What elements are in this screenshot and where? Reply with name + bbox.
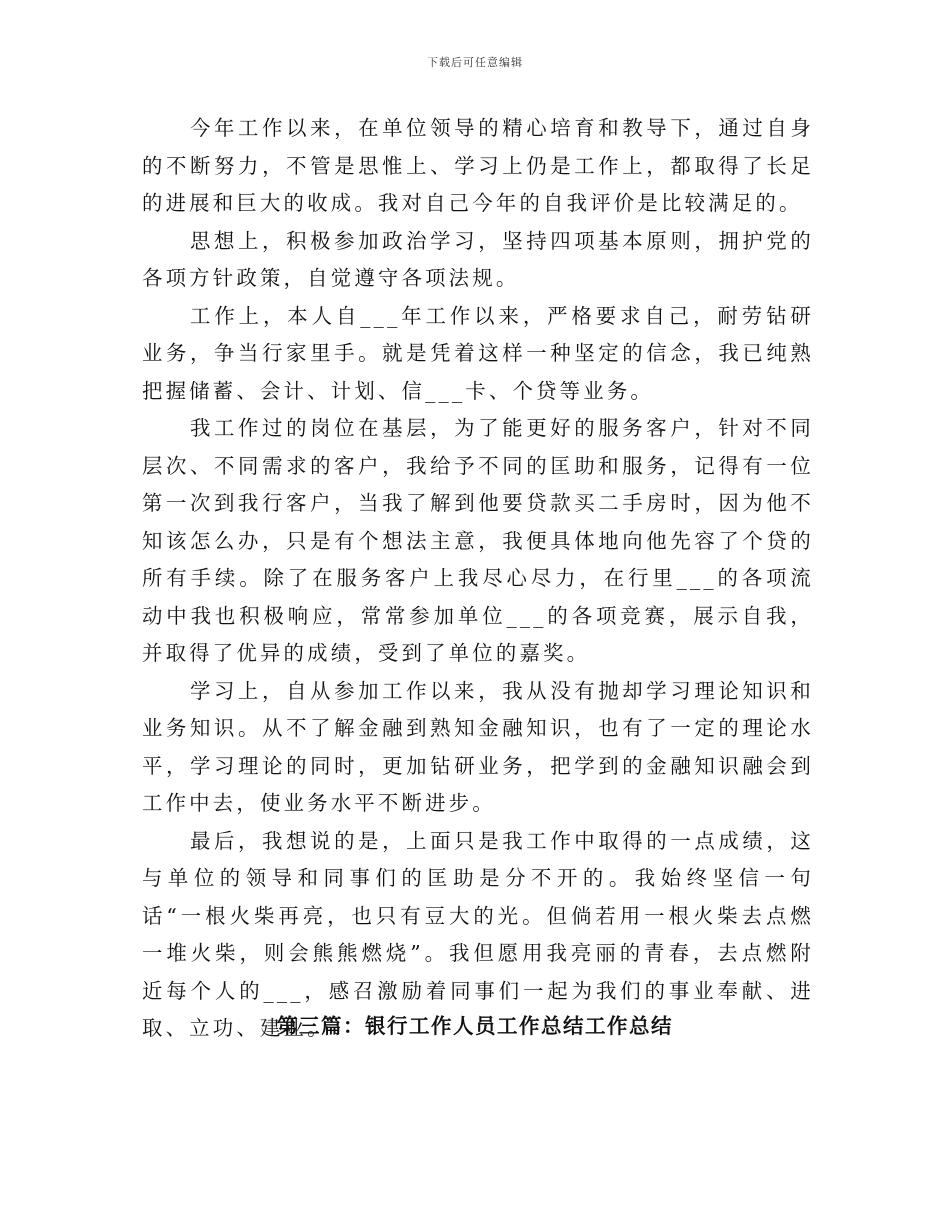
- paragraph-conclusion: 最后，我想说的是，上面只是我工作中取得的一点成绩，这与单位的领导和同事们的匡助是分不开的。我始终坚信一句话“一根火柴再亮，也只有豆大的光。但倘若用一根火柴去点燃一堆火柴，则会熊熊燃烧”。我但愿用我亮丽的青春，去点燃附近每个人的___，感召激励着同事们一起为我们的事业奉献、进取、立功、建业。: [142, 828, 814, 1040]
- paragraph-work: 工作上，本人自___年工作以来，严格要求自己，耐劳钻研业务，争当行家里手。就是凭着这样一种坚定的信念，我已纯熟把握储蓄、会计、计划、信___卡、个贷等业务。: [142, 303, 814, 403]
- paragraph-self-evaluation: 今年工作以来，在单位领导的精心培育和教导下，通过自身的不断努力，不管是思惟上、学习上仍是工作上，都取得了长足的进展和巨大的收成。我对自己今年的自我评价是比较满足的。: [142, 116, 814, 215]
- header-note: 下载后可任意编辑: [427, 56, 523, 69]
- paragraph-customer-service: 我工作过的岗位在基层，为了能更好的服务客户，针对不同层次、不同需求的客户，我给予不同的匡助和服务，记得有一位第一次到我行客户，当我了解到他要贷款买二手房时，因为他不知该怎么办，只是有个想法主意，我便具体地向他先容了个贷的所有手续。除了在服务客户上我尽心尽力，在行里___的各项流动中我也积极响应，常常参加单位___的各项竞赛，展示自我，并取得了优异的成绩，受到了单位的嘉奖。: [142, 416, 814, 665]
- body-text: [142, 110, 814, 1048]
- paragraph-study: 学习上，自从参加工作以来，我从没有抛却学习理论知识和业务知识。从不了解金融到熟知金融知识，也有了一定的理论水平，学习理论的同时，更加钻研业务，把学到的金融知识融会到工作中去，使业务水平不断进步。: [142, 678, 814, 815]
- paragraph-ideology: 思想上，积极参加政治学习，坚持四项基本原则，拥护党的各项方针政策，自觉遵守各项法规。: [142, 228, 814, 290]
- section-heading: 第三篇：银行工作人员工作总结工作总结: [277, 1014, 673, 1038]
